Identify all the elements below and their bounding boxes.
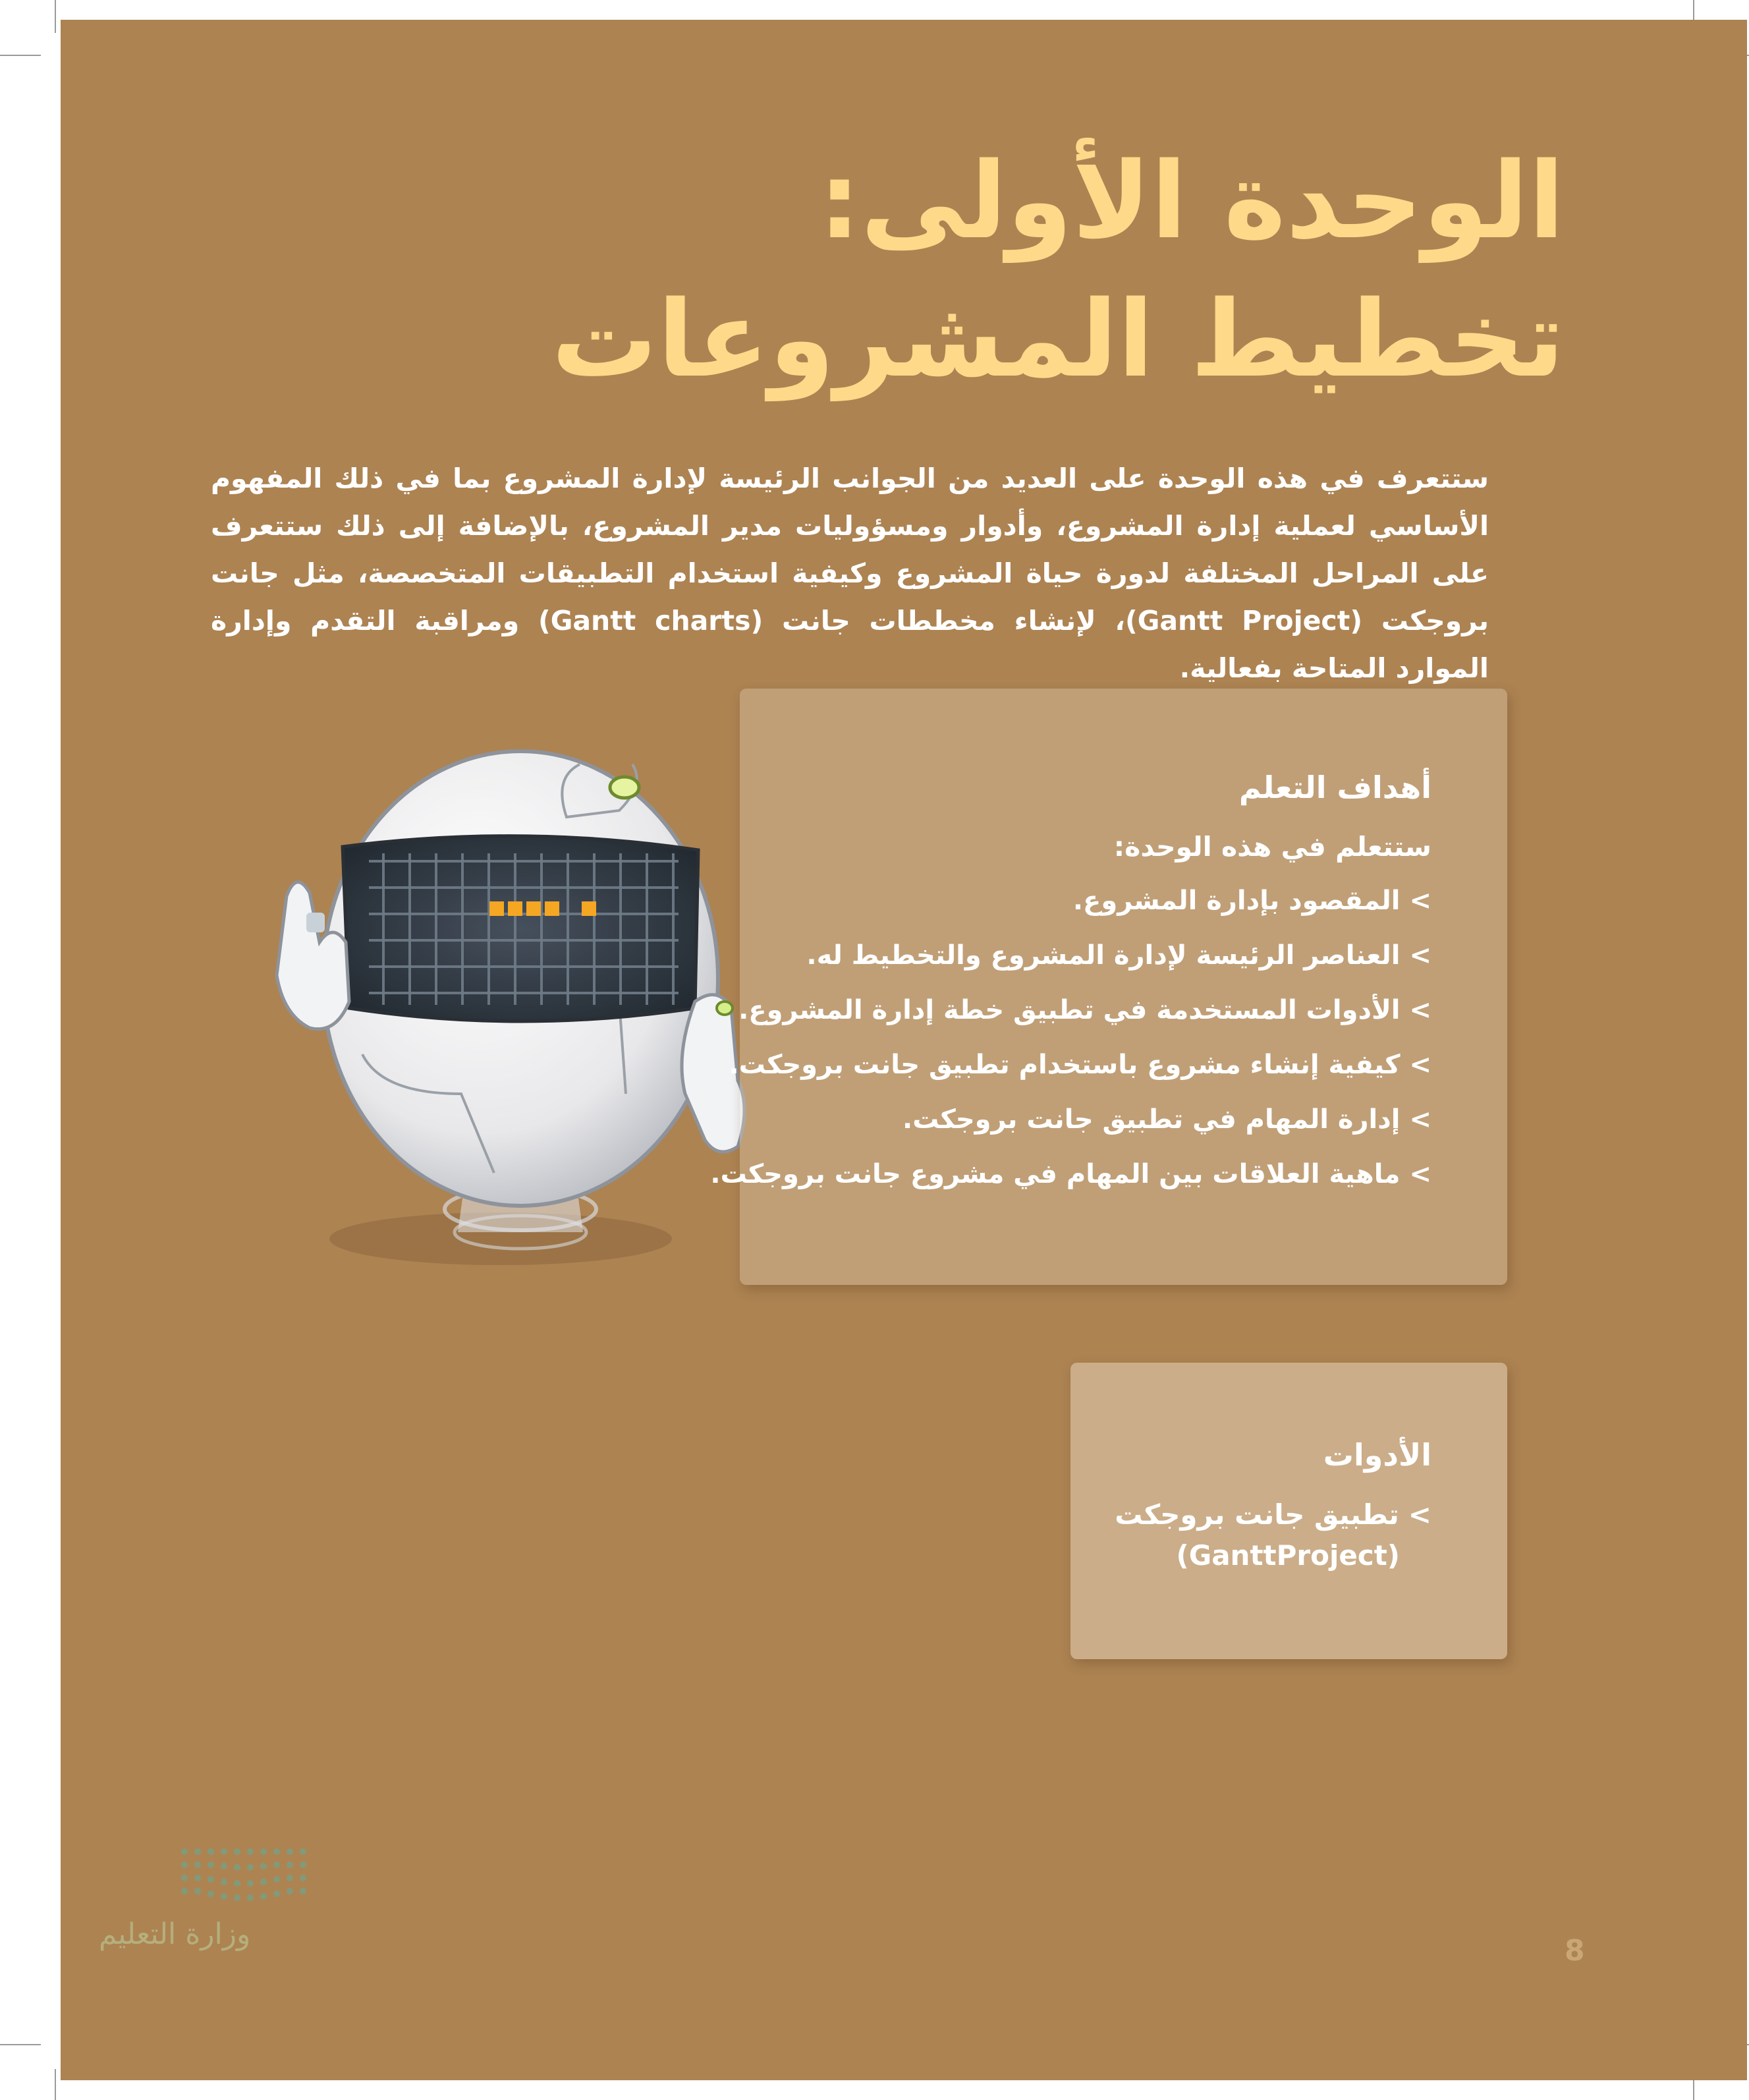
chevron-right-icon: > bbox=[1409, 940, 1431, 971]
unit-title-line2: تخطيط المشروعات bbox=[551, 277, 1565, 401]
page-number: 8 bbox=[1565, 1934, 1585, 1968]
chevron-right-icon: > bbox=[1409, 995, 1431, 1025]
goal-text: كيفية إنشاء مشروع باستخدام تطبيق جانت بروجكت. bbox=[729, 1050, 1401, 1080]
tools-item bbox=[1089, 1494, 1431, 1535]
list-item bbox=[729, 1045, 1431, 1085]
list-item bbox=[773, 936, 1431, 975]
chevron-right-icon: > bbox=[1409, 1050, 1431, 1080]
list-item bbox=[710, 1154, 1431, 1194]
chevron-right-icon: > bbox=[1409, 1104, 1431, 1135]
learning-goals-heading: أهداف التعلم bbox=[1238, 770, 1431, 805]
learning-goals-content bbox=[710, 768, 1431, 1209]
list-item bbox=[738, 990, 1431, 1030]
crop-mark bbox=[55, 2069, 56, 2100]
chevron-right-icon: > bbox=[1408, 1498, 1431, 1531]
unit-title bbox=[445, 132, 1565, 409]
crop-mark bbox=[55, 0, 56, 33]
goal-text: إدارة المهام في تطبيق جانت بروجكت. bbox=[902, 1104, 1401, 1135]
goal-text: الأدوات المستخدمة في تطبيق خطة إدارة المشروع. bbox=[738, 995, 1401, 1025]
robot-illustration bbox=[211, 725, 791, 1331]
goal-text: ماهية العلاقات بين المهام في مشروع جانت بروجكت. bbox=[710, 1159, 1401, 1189]
list-item bbox=[773, 1100, 1431, 1139]
intro-paragraph: ستتعرف في هذه الوحدة على العديد من الجوانب الرئيسة لإدارة المشروع بما في ذلك المفهوم الأساسي لعملية إدارة المشروع، وأدوار ومسؤوليات مدير المشروع، بالإضافة إلى ذلك ستتعرف على المراحل المختلفة لدورة حياة المشروع وكيفية استخدام التطبيقات المتخصصة، مثل جانت بروجكت (Gantt Project)، لإنشاء مخططات جانت (Gantt charts) ومراقبة التقدم وإدارة الموارد المتاحة بفعالية. bbox=[211, 463, 1489, 684]
tools-heading: الأدوات bbox=[1323, 1437, 1431, 1473]
crop-mark bbox=[0, 55, 41, 56]
chevron-right-icon: > bbox=[1409, 886, 1431, 916]
learning-goals-box bbox=[710, 689, 1507, 1285]
tools-item-english: (GanttProject) bbox=[1176, 1539, 1400, 1572]
unit-title-line1: الوحدة الأولى: bbox=[818, 139, 1565, 262]
chevron-right-icon: > bbox=[1409, 1159, 1431, 1189]
learning-goals-list bbox=[710, 881, 1431, 1194]
tools-box bbox=[1070, 1363, 1507, 1659]
list-item bbox=[773, 881, 1431, 921]
ministry-logo-text: وزارة التعليم bbox=[99, 1917, 251, 1951]
goal-text: العناصر الرئيسة لإدارة المشروع والتخطيط له. bbox=[806, 940, 1401, 971]
goal-text: المقصود بإدارة المشروع. bbox=[1072, 886, 1401, 916]
crop-mark bbox=[0, 2044, 41, 2045]
tools-content bbox=[1089, 1435, 1431, 1576]
learning-goals-subheading: ستتعلم في هذه الوحدة: bbox=[1113, 831, 1431, 863]
tools-item-text: تطبيق جانت بروجكت bbox=[1115, 1498, 1399, 1531]
